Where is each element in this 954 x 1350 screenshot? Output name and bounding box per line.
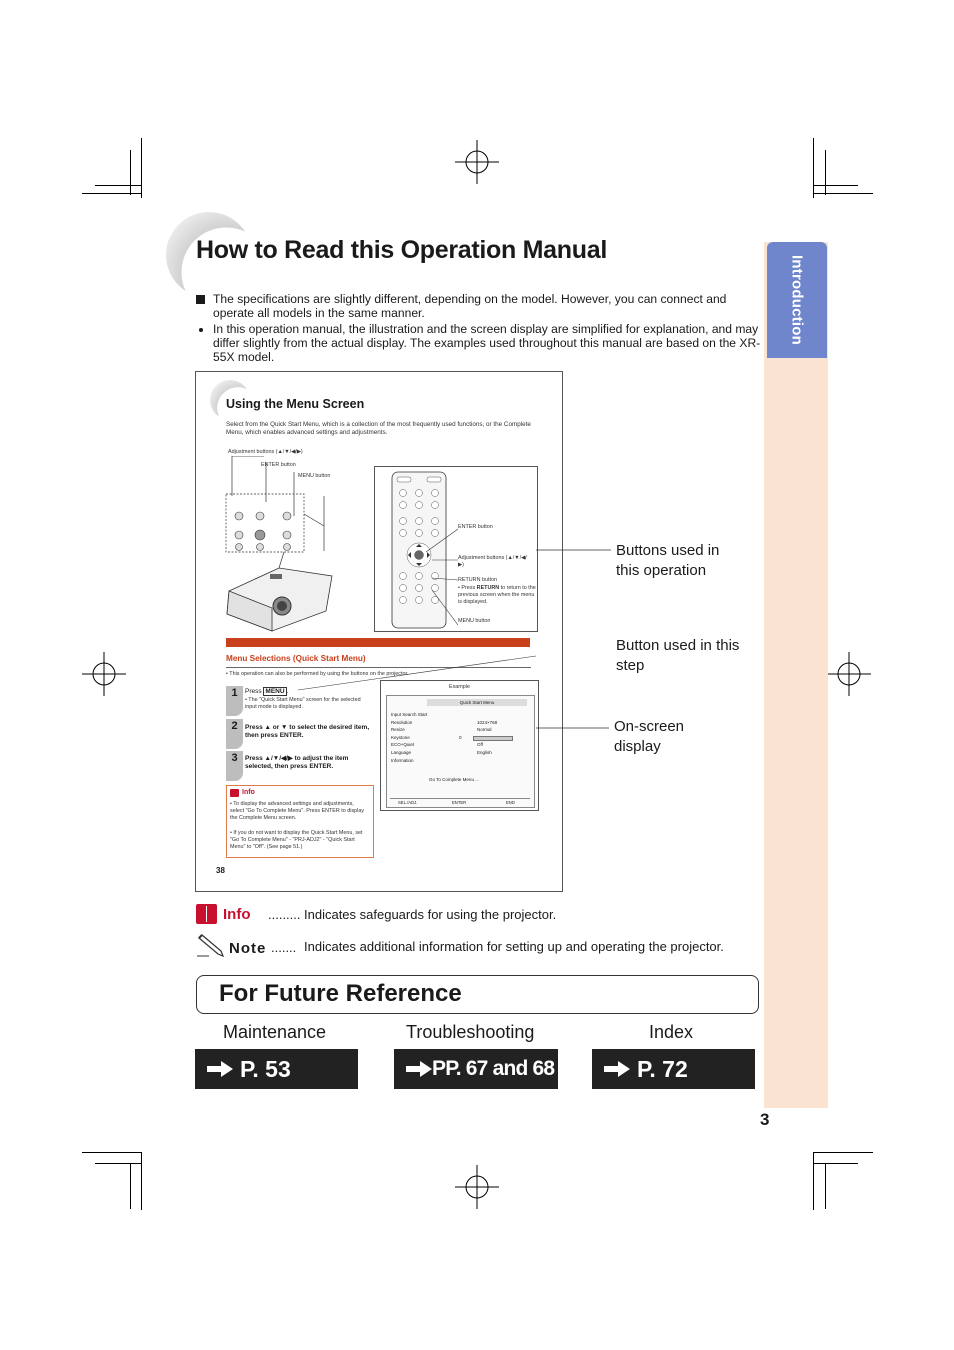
side-tab-introduction[interactable] (767, 242, 827, 358)
osd-row: Language English (391, 749, 492, 755)
sample-description: Select from the Quick Start Menu, which is a collection of the most frequently used functions, or the Complete Menu, which enables advanced settings and adjustments. (226, 421, 531, 436)
osd-row: Information (391, 757, 414, 763)
step-text: Press MENU . (245, 688, 289, 695)
osd-row: Resize Normal (391, 727, 492, 733)
osd-title: Quick Start Menu (427, 699, 527, 706)
example-label: Example (449, 684, 470, 690)
legend-info-label: Info (223, 906, 251, 923)
step-text: Press ▲/▼/◀/▶ to adjust the item selected, then press ENTER. (245, 755, 349, 770)
osd-goto: Go To Complete Menu ... (429, 777, 479, 782)
registration-mark-bottom (455, 1165, 499, 1209)
ref-link-maintenance[interactable]: P. 53 (195, 1049, 358, 1089)
sample-heading: Using the Menu Screen (226, 397, 365, 411)
step-1 (226, 686, 371, 716)
ref-label-maintenance: Maintenance (223, 1022, 327, 1042)
page-title: How to Read this Operation Manual (196, 236, 607, 264)
info-book-icon (196, 904, 217, 924)
menu-key-label: MENU (265, 688, 285, 695)
step-number-badge: 1 (226, 686, 243, 716)
future-reference-title: For Future Reference (219, 980, 462, 1007)
remote-label-menu: MENU button (458, 618, 491, 624)
registration-mark-right (827, 652, 871, 696)
legend-note-label: Note (229, 940, 267, 957)
info-book-icon (230, 789, 239, 797)
osd-row: Keystone 0 (391, 734, 531, 742)
label-enter-button: ENTER button (261, 462, 296, 468)
callout-lines (536, 540, 611, 740)
step-subtext: • The "Quick Start Menu" screen for the selected input mode is displayed. (245, 697, 361, 710)
step-3 (226, 751, 371, 781)
side-band (764, 242, 828, 1108)
inner-page-number: 38 (216, 866, 225, 875)
remote-label-enter: ENTER button (458, 524, 493, 530)
future-reference-box (196, 975, 759, 1014)
step-2 (226, 719, 371, 749)
ref-link-troubleshooting[interactable]: PP. 67 and 68 (394, 1049, 558, 1089)
step-number-badge: 2 (226, 719, 243, 749)
arrow-right-icon (604, 1061, 630, 1077)
ref-link-index[interactable]: P. 72 (592, 1049, 755, 1089)
legend-info-dots: ......... (268, 907, 301, 922)
remote-return-note: • Press RETURN to return to the previous screen when the menu is displayed. (458, 585, 536, 605)
section-note: • This operation can also be performed by using the buttons on the projector. (226, 671, 409, 677)
osd-row: ECO+Quiet Off (391, 742, 483, 748)
osd-screen (386, 695, 535, 808)
registration-mark-top (455, 140, 499, 184)
osd-footer: SEL./ADJ. ENTER END (390, 798, 530, 806)
sample-page-illustration (195, 371, 563, 892)
intro-list (196, 292, 761, 365)
callout-onscreen: On-screen display (614, 718, 685, 755)
side-tab-label: Introduction (788, 255, 806, 345)
intro-item: The specifications are slightly different, depending on the model. However, you can connect and operate all models in the same manner. (196, 292, 761, 321)
sample-info-item: • To display the advanced settings and adjustments, select "Go To Complete Menu". Press ENTER to display the Complete Menu screen. (230, 801, 365, 821)
osd-row: Input Search Start (391, 712, 428, 717)
remote-label-return: RETURN button (458, 577, 497, 583)
projector-illustration (224, 456, 339, 636)
sample-info-box (226, 785, 374, 858)
intro-item: In this operation manual, the illustration and the screen display are simplified for explanation, and may differ slightly from the actual display. The examples used throughout this manual are based on the XR-55X model. (196, 322, 761, 365)
callout-button-step: Button used in this step (616, 637, 740, 674)
legend-info-text: Indicates safeguards for using the projector. (304, 907, 557, 922)
osd-row: Resolution 1024×768 (391, 719, 498, 725)
square-bullet-icon (196, 295, 205, 304)
registration-mark-left (82, 652, 126, 696)
callout-buttons-operation: Buttons used in this operation (616, 542, 720, 579)
legend-note-dots: ....... (271, 940, 297, 955)
label-adjustment-buttons: Adjustment buttons (▲/▼/◀/▶) (228, 449, 303, 455)
label-menu-button: MENU button (298, 473, 331, 479)
arrow-right-icon (207, 1061, 233, 1077)
keystone-slider[interactable] (473, 736, 513, 741)
legend-note-text: Indicates additional information for setting up and operating the projector. (304, 939, 724, 954)
page-number: 3 (760, 1110, 770, 1129)
arrow-right-icon (406, 1061, 432, 1077)
osd-rows (391, 711, 531, 764)
step-text: Press ▲ or ▼ to select the desired item, then press ENTER. (245, 724, 370, 739)
section-bar (226, 638, 530, 647)
ref-label-index: Index (649, 1022, 694, 1042)
sample-info-item: • If you do not want to display the Quick Start Menu, set "Go To Complete Menu" - "PRJ-ADJ2" - "Quick Start Menu" to "Off". (See page 51.) (230, 830, 363, 850)
step-number-badge: 3 (226, 751, 243, 781)
dot-bullet-icon (199, 328, 203, 332)
section-title: Menu Selections (Quick Start Menu) (226, 654, 366, 663)
remote-leader-lines (418, 522, 458, 627)
remote-label-adjust: Adjustment buttons (▲/▼/◀/▶) (458, 555, 527, 568)
sample-info-title: Info (242, 789, 255, 796)
onscreen-frame (380, 680, 539, 811)
pencil-note-icon (196, 932, 228, 958)
ref-label-troubleshooting: Troubleshooting (406, 1022, 535, 1042)
